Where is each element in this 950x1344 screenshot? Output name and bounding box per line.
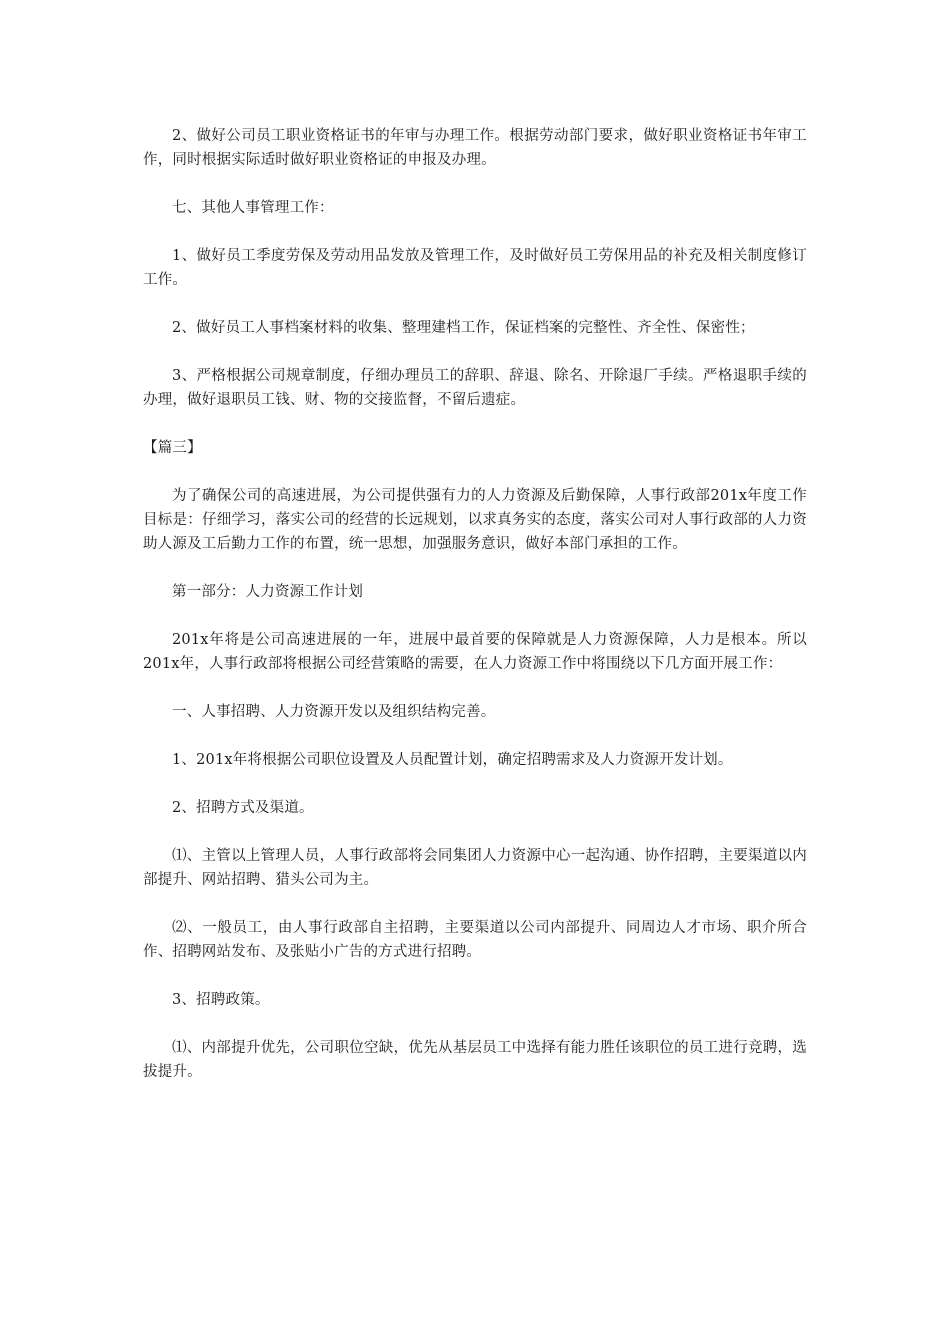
chapter-heading-part-three: 【篇三】 [143, 440, 202, 456]
subheading-recruitment-policy: 3、招聘政策。 [172, 992, 270, 1008]
paragraph-annual-goals: 为了确保公司的高速进展，为公司提供强有力的人力资源及后勤保障，人事行政部201x年度工作目标是：仔细学习，落实公司的经营的长远规划，以求真务实的态度，落实公司对人事行政部的人力资助人源及工后勤力工作的布置，统一思想，加强服务意识，做好本部门承担的工作。 [143, 488, 807, 552]
paragraph-recruitment-plan: 1、201x年将根据公司职位设置及人员配置计划，确定招聘需求及人力资源开发计划。 [172, 752, 733, 768]
paragraph-hr-guarantee: 201x年将是公司高速进展的一年，进展中最首要的保障就是人力资源保障，人力是根本。所以201x年，人事行政部将根据公司经营策略的需要，在人力资源工作中将围绕以下几方面开展工作： [143, 632, 807, 672]
paragraph-personnel-archives: 2、做好员工人事档案材料的收集、整理建档工作，保证档案的完整性、齐全性、保密性； [172, 320, 755, 336]
paragraph-resignation-procedures: 3、严格根据公司规章制度，仔细办理员工的辞职、辞退、除名、开除退厂手续。严格退职手续的办理，做好退职员工钱、财、物的交接监督，不留后遗症。 [143, 368, 807, 408]
paragraph-cert-renewal: 2、做好公司员工职业资格证书的年审与办理工作。根据劳动部门要求，做好职业资格证书年审工作，同时根据实际适时做好职业资格证的申报及办理。 [143, 128, 807, 168]
section-heading-hr-plan: 第一部分：人力资源工作计划 [172, 584, 364, 600]
paragraph-labor-protection: 1、做好员工季度劳保及劳动用品发放及管理工作，及时做好员工劳保用品的补充及相关制度修订工作。 [143, 248, 807, 288]
subheading-recruitment: 一、人事招聘、人力资源开发以及组织结构完善。 [172, 704, 496, 720]
paragraph-staff-recruitment: ⑵、一般员工，由人事行政部自主招聘，主要渠道以公司内部提升、同周边人才市场、职介所合作、招聘网站发布、及张贴小广告的方式进行招聘。 [143, 920, 807, 960]
paragraph-manager-recruitment: ⑴、主管以上管理人员，人事行政部将会同集团人力资源中心一起沟通、协作招聘，主要渠道以内部提升、网站招聘、猎头公司为主。 [143, 848, 807, 888]
section-heading-other-hr: 七、其他人事管理工作： [172, 200, 334, 216]
subheading-recruitment-channels: 2、招聘方式及渠道。 [172, 800, 314, 816]
document-page [143, 124, 807, 1084]
paragraph-internal-promotion: ⑴、内部提升优先，公司职位空缺，优先从基层员工中选择有能力胜任该职位的员工进行竞聘，选拔提升。 [143, 1040, 807, 1080]
